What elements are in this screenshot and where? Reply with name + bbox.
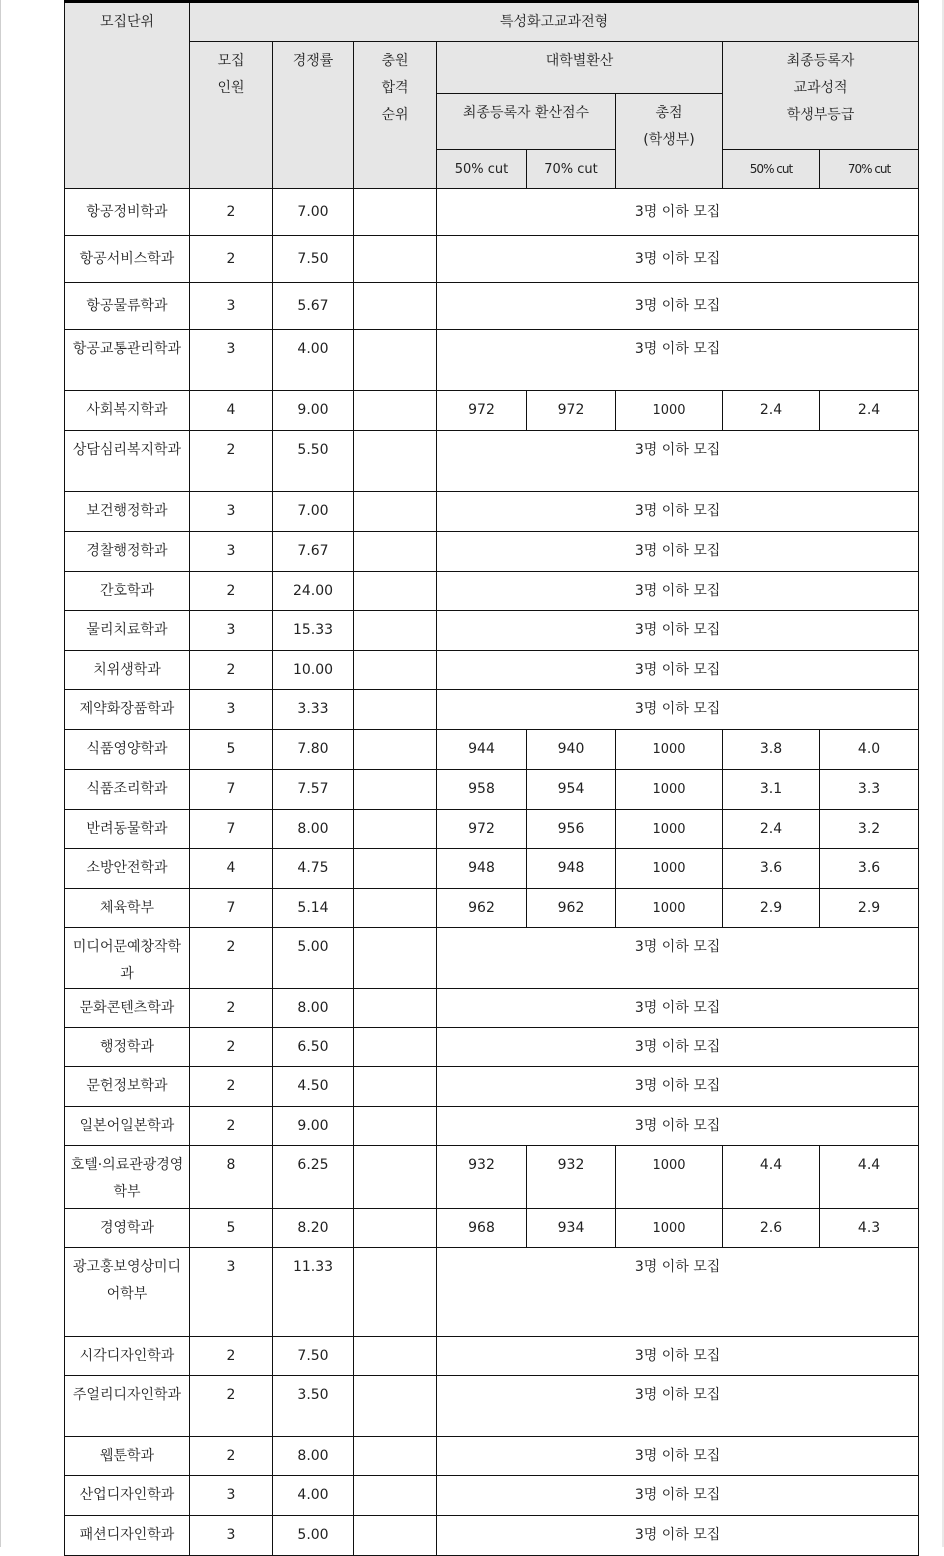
grade-cut50-value: 3.1: [723, 770, 820, 810]
department-name: 호텔·의료관광경영학부: [65, 1146, 190, 1209]
grade-cut70-value: 4.3: [820, 1209, 919, 1248]
table-row: [65, 236, 919, 283]
grade-cut50-value: 4.4: [723, 1146, 820, 1209]
ratio-value: 7.57: [273, 770, 354, 810]
header-track: 특성화고교과전형: [190, 2, 919, 42]
quota-value: 2: [190, 1067, 273, 1107]
ratio-value: 15.33: [273, 611, 354, 651]
cut70-value: 934: [527, 1209, 616, 1248]
waitlist-value: [354, 236, 437, 283]
table-row: [65, 1107, 919, 1146]
quota-value: 2: [190, 189, 273, 236]
waitlist-value: [354, 492, 437, 532]
ratio-value: 4.75: [273, 849, 354, 889]
department-name: 식품영양학과: [65, 730, 190, 770]
header-final-grade: 최종등록자 교과성적 학생부등급: [723, 42, 919, 150]
quota-value: 7: [190, 770, 273, 810]
cut70-value: 954: [527, 770, 616, 810]
table-row: [65, 532, 919, 572]
admission-results-table: [64, 0, 919, 1556]
department-name: 소방안전학과: [65, 849, 190, 889]
grade-cut50-value: 2.4: [723, 391, 820, 431]
cut70-value: 972: [527, 391, 616, 431]
table-row: [65, 1209, 919, 1248]
ratio-value: 5.14: [273, 889, 354, 928]
waitlist-value: [354, 1209, 437, 1248]
department-name: 항공정비학과: [65, 189, 190, 236]
cut50-value: 958: [437, 770, 527, 810]
ratio-value: 5.00: [273, 1516, 354, 1556]
department-name: 항공물류학과: [65, 283, 190, 330]
note-cell: 3명 이하 모집: [437, 330, 919, 391]
note-cell: 3명 이하 모집: [437, 1437, 919, 1476]
waitlist-value: [354, 391, 437, 431]
quota-value: 3: [190, 1516, 273, 1556]
cut70-value: 948: [527, 849, 616, 889]
department-name: 항공교통관리학과: [65, 330, 190, 391]
table-row: [65, 1476, 919, 1516]
waitlist-value: [354, 1437, 437, 1476]
total-value: 1000: [616, 889, 723, 928]
ratio-value: 7.50: [273, 1337, 354, 1376]
header-waitlist: 충원 합격 순위: [354, 42, 437, 189]
waitlist-value: [354, 849, 437, 889]
ratio-value: 7.00: [273, 492, 354, 532]
note-cell: 3명 이하 모집: [437, 492, 919, 532]
waitlist-value: [354, 889, 437, 928]
table-row: [65, 611, 919, 651]
department-name: 웹툰학과: [65, 1437, 190, 1476]
waitlist-value: [354, 611, 437, 651]
ratio-value: 8.20: [273, 1209, 354, 1248]
table-row: [65, 492, 919, 532]
grade-cut70-value: 3.2: [820, 810, 919, 849]
department-name: 물리치료학과: [65, 611, 190, 651]
department-name: 문헌정보학과: [65, 1067, 190, 1107]
table-row: [65, 1248, 919, 1337]
table-row: [65, 1337, 919, 1376]
waitlist-value: [354, 431, 437, 492]
cut70-value: 956: [527, 810, 616, 849]
table-row: [65, 572, 919, 611]
table-row: [65, 1028, 919, 1067]
ratio-value: 9.00: [273, 391, 354, 431]
quota-value: 7: [190, 889, 273, 928]
quota-value: 3: [190, 532, 273, 572]
department-name: 반려동물학과: [65, 810, 190, 849]
quota-value: 2: [190, 236, 273, 283]
page-left-edge: [0, 0, 1, 1547]
table-row: [65, 889, 919, 928]
total-value: 1000: [616, 1146, 723, 1209]
quota-value: 2: [190, 989, 273, 1028]
table-row: [65, 730, 919, 770]
note-cell: 3명 이하 모집: [437, 283, 919, 330]
note-cell: 3명 이하 모집: [437, 928, 919, 989]
note-cell: 3명 이하 모집: [437, 1107, 919, 1146]
waitlist-value: [354, 651, 437, 690]
department-name: 산업디자인학과: [65, 1476, 190, 1516]
quota-value: 8: [190, 1146, 273, 1209]
department-name: 치위생학과: [65, 651, 190, 690]
grade-cut50-value: 2.6: [723, 1209, 820, 1248]
table-row: [65, 690, 919, 730]
ratio-value: 5.67: [273, 283, 354, 330]
total-value: 1000: [616, 1209, 723, 1248]
department-name: 광고홍보영상미디어학부: [65, 1248, 190, 1337]
grade-cut50-value: 3.6: [723, 849, 820, 889]
table-header: [65, 2, 919, 189]
department-name: 시각디자인학과: [65, 1337, 190, 1376]
note-cell: 3명 이하 모집: [437, 1476, 919, 1516]
waitlist-value: [354, 989, 437, 1028]
table-body: [65, 189, 919, 1556]
table-row: [65, 1437, 919, 1476]
quota-value: 2: [190, 1437, 273, 1476]
ratio-value: 3.33: [273, 690, 354, 730]
cut50-value: 948: [437, 849, 527, 889]
header-unit: 모집단위: [65, 2, 190, 189]
ratio-value: 7.50: [273, 236, 354, 283]
cut50-value: 962: [437, 889, 527, 928]
quota-value: 7: [190, 810, 273, 849]
waitlist-value: [354, 1107, 437, 1146]
department-name: 패션디자인학과: [65, 1516, 190, 1556]
cut50-value: 968: [437, 1209, 527, 1248]
quota-value: 2: [190, 1337, 273, 1376]
quota-value: 2: [190, 572, 273, 611]
quota-value: 4: [190, 391, 273, 431]
department-name: 문화콘텐츠학과: [65, 989, 190, 1028]
note-cell: 3명 이하 모집: [437, 989, 919, 1028]
total-value: 1000: [616, 770, 723, 810]
note-cell: 3명 이하 모집: [437, 1067, 919, 1107]
ratio-value: 8.00: [273, 1437, 354, 1476]
quota-value: 2: [190, 1028, 273, 1067]
quota-value: 4: [190, 849, 273, 889]
waitlist-value: [354, 1248, 437, 1337]
quota-value: 2: [190, 1376, 273, 1437]
ratio-value: 11.33: [273, 1248, 354, 1337]
ratio-value: 9.00: [273, 1107, 354, 1146]
header-total: 총점 (학생부): [616, 94, 723, 189]
cut50-value: 972: [437, 810, 527, 849]
table-row: [65, 1516, 919, 1556]
department-name: 일본어일본학과: [65, 1107, 190, 1146]
note-cell: 3명 이하 모집: [437, 651, 919, 690]
ratio-value: 7.00: [273, 189, 354, 236]
grade-cut70-value: 4.4: [820, 1146, 919, 1209]
table-row: [65, 989, 919, 1028]
table-row: [65, 849, 919, 889]
ratio-value: 8.00: [273, 810, 354, 849]
ratio-value: 4.50: [273, 1067, 354, 1107]
table-row: [65, 1146, 919, 1209]
cut70-value: 962: [527, 889, 616, 928]
note-cell: 3명 이하 모집: [437, 1376, 919, 1437]
cut50-value: 932: [437, 1146, 527, 1209]
waitlist-value: [354, 810, 437, 849]
department-name: 식품조리학과: [65, 770, 190, 810]
quota-value: 3: [190, 330, 273, 391]
ratio-value: 4.00: [273, 1476, 354, 1516]
ratio-value: 7.67: [273, 532, 354, 572]
table-row: [65, 651, 919, 690]
cut70-value: 932: [527, 1146, 616, 1209]
ratio-value: 4.00: [273, 330, 354, 391]
ratio-value: 6.50: [273, 1028, 354, 1067]
department-name: 미디어문예창작학과: [65, 928, 190, 989]
quota-value: 2: [190, 431, 273, 492]
table-row: [65, 1376, 919, 1437]
ratio-value: 6.25: [273, 1146, 354, 1209]
department-name: 사회복지학과: [65, 391, 190, 431]
grade-cut70-value: 3.6: [820, 849, 919, 889]
note-cell: 3명 이하 모집: [437, 690, 919, 730]
quota-value: 3: [190, 1476, 273, 1516]
quota-value: 3: [190, 492, 273, 532]
table-row: [65, 391, 919, 431]
ratio-value: 5.50: [273, 431, 354, 492]
ratio-value: 10.00: [273, 651, 354, 690]
department-name: 경영학과: [65, 1209, 190, 1248]
waitlist-value: [354, 283, 437, 330]
header-grade-cut70: 70% cut: [820, 150, 919, 189]
department-name: 행정학과: [65, 1028, 190, 1067]
total-value: 1000: [616, 391, 723, 431]
total-value: 1000: [616, 849, 723, 889]
grade-cut70-value: 2.4: [820, 391, 919, 431]
ratio-value: 5.00: [273, 928, 354, 989]
table-row: [65, 431, 919, 492]
department-name: 제약화장품학과: [65, 690, 190, 730]
total-value: 1000: [616, 810, 723, 849]
quota-value: 5: [190, 1209, 273, 1248]
quota-value: 2: [190, 651, 273, 690]
header-grade-cut50: 50% cut: [723, 150, 820, 189]
waitlist-value: [354, 1476, 437, 1516]
table-row: [65, 283, 919, 330]
department-name: 상담심리복지학과: [65, 431, 190, 492]
grade-cut70-value: 2.9: [820, 889, 919, 928]
quota-value: 3: [190, 1248, 273, 1337]
waitlist-value: [354, 690, 437, 730]
grade-cut50-value: 2.9: [723, 889, 820, 928]
department-name: 체육학부: [65, 889, 190, 928]
cut70-value: 940: [527, 730, 616, 770]
waitlist-value: [354, 730, 437, 770]
quota-value: 3: [190, 690, 273, 730]
header-ratio: 경쟁률: [273, 42, 354, 189]
waitlist-value: [354, 572, 437, 611]
table-row: [65, 928, 919, 989]
ratio-value: 3.50: [273, 1376, 354, 1437]
department-name: 항공서비스학과: [65, 236, 190, 283]
quota-value: 3: [190, 283, 273, 330]
grade-cut70-value: 4.0: [820, 730, 919, 770]
waitlist-value: [354, 770, 437, 810]
header-cut70: 70% cut: [527, 150, 616, 189]
note-cell: 3명 이하 모집: [437, 611, 919, 651]
note-cell: 3명 이하 모집: [437, 572, 919, 611]
total-value: 1000: [616, 730, 723, 770]
cut50-value: 944: [437, 730, 527, 770]
waitlist-value: [354, 1337, 437, 1376]
waitlist-value: [354, 1067, 437, 1107]
cut50-value: 972: [437, 391, 527, 431]
note-cell: 3명 이하 모집: [437, 236, 919, 283]
note-cell: 3명 이하 모집: [437, 189, 919, 236]
header-quota: 모집 인원: [190, 42, 273, 189]
note-cell: 3명 이하 모집: [437, 1516, 919, 1556]
table-row: [65, 1067, 919, 1107]
ratio-value: 24.00: [273, 572, 354, 611]
header-univ-conversion: 대학별환산: [437, 42, 723, 94]
grade-cut50-value: 2.4: [723, 810, 820, 849]
waitlist-value: [354, 189, 437, 236]
department-name: 경찰행정학과: [65, 532, 190, 572]
table-row: [65, 189, 919, 236]
waitlist-value: [354, 1516, 437, 1556]
note-cell: 3명 이하 모집: [437, 1028, 919, 1067]
waitlist-value: [354, 532, 437, 572]
waitlist-value: [354, 330, 437, 391]
table-row: [65, 770, 919, 810]
waitlist-value: [354, 928, 437, 989]
ratio-value: 8.00: [273, 989, 354, 1028]
header-cut50: 50% cut: [437, 150, 527, 189]
note-cell: 3명 이하 모집: [437, 1337, 919, 1376]
grade-cut50-value: 3.8: [723, 730, 820, 770]
department-name: 주얼리디자인학과: [65, 1376, 190, 1437]
table-row: [65, 330, 919, 391]
note-cell: 3명 이하 모집: [437, 1248, 919, 1337]
quota-value: 3: [190, 611, 273, 651]
note-cell: 3명 이하 모집: [437, 532, 919, 572]
department-name: 간호학과: [65, 572, 190, 611]
note-cell: 3명 이하 모집: [437, 431, 919, 492]
waitlist-value: [354, 1146, 437, 1209]
department-name: 보건행정학과: [65, 492, 190, 532]
ratio-value: 7.80: [273, 730, 354, 770]
waitlist-value: [354, 1028, 437, 1067]
header-final-conv-score: 최종등록자 환산점수: [437, 94, 616, 150]
table-row: [65, 810, 919, 849]
quota-value: 5: [190, 730, 273, 770]
quota-value: 2: [190, 928, 273, 989]
grade-cut70-value: 3.3: [820, 770, 919, 810]
waitlist-value: [354, 1376, 437, 1437]
quota-value: 2: [190, 1107, 273, 1146]
